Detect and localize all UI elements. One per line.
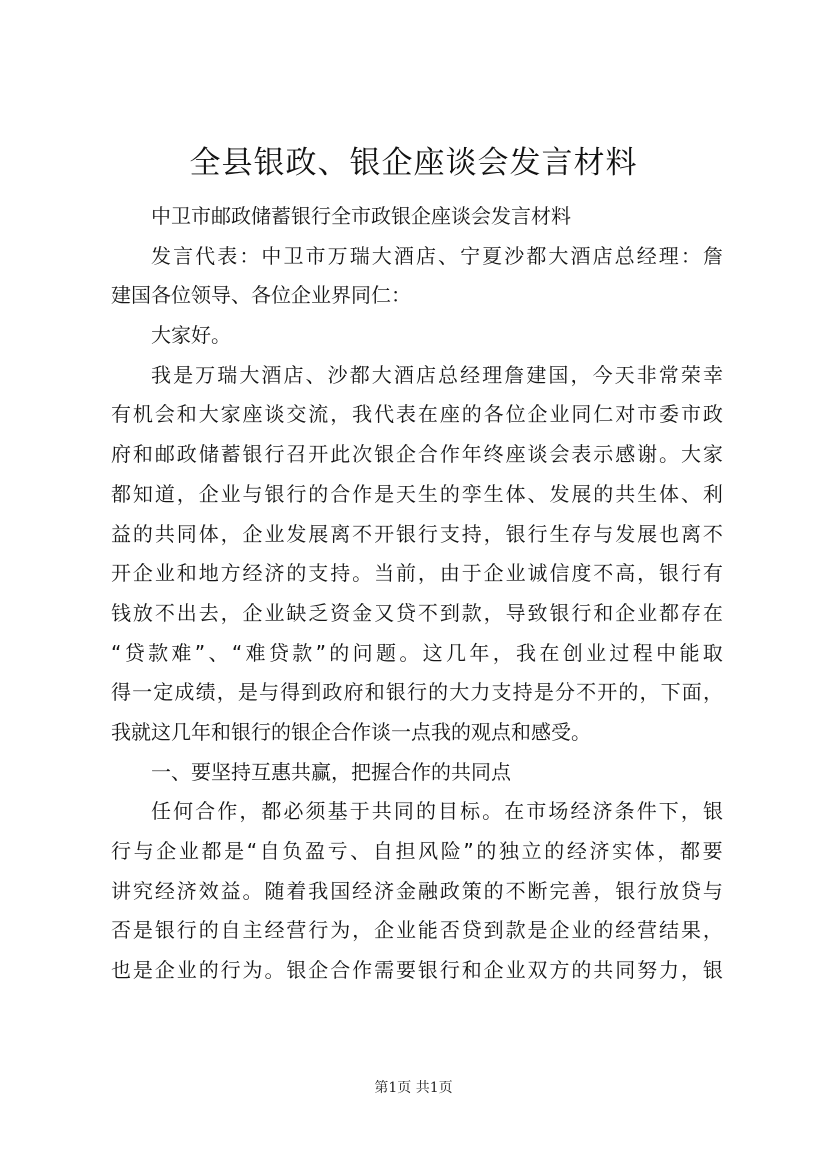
text-line: 有 机 会 和 大 家 座 谈 交 流 ， 我 代 表 在 座 的 各 位 企 业 同 仁 对 市 委 市 政 [111,402,723,427]
text-line: 我就这几年和银行的银企合作谈一点我的观点和感受。 [111,719,591,744]
text-line: 大家好。 [151,323,231,348]
document-body [111,197,723,991]
text-line: 也 是 企 业 的 行 为 。 银 企 合 作 需 要 银 行 和 企 业 双 方 的 共 同 努 力 ， 银 [111,958,723,983]
document-title: 全县银政、银企座谈会发言材料 [189,145,638,181]
text-line: 中卫市邮政储蓄银行全市政银企座谈会发言材料 [151,204,571,228]
text-line: 一、要坚持互惠共赢，把握合作的共同点 [151,759,511,784]
page-footer: 第1页 共1页 [374,1080,453,1096]
text-line: 府 和 邮 政 储 蓄 银 行 召 开 此 次 银 企 合 作 年 终 座 谈 会 表 示 感 谢 。 大 家 [111,442,723,467]
text-line: 我 是 万 瑞 大 酒 店 、 沙 都 大 酒 店 总 经 理 詹 建 国 ， 今 天 非 常 荣 幸 [151,362,723,387]
text-line: 讲 究 经 济 效 益 。 随 着 我 国 经 济 金 融 政 策 的 不 断 完 善 ， 银 行 放 贷 与 [111,878,723,903]
text-line: 行 与 企 业 都 是 “ 自 负 盈 亏 、 自 担 风 险 ” 的 独 立 的 经 济 实 体 ， 都 要 [111,839,723,863]
text-line: 开 企 业 和 地 方 经 济 的 支 持 。 当 前 ， 由 于 企 业 诚 信 度 不 高 ， 银 行 有 [111,561,723,586]
text-line: 得 一 定 成 绩 ， 是 与 得 到 政 府 和 银 行 的 大 力 支 持 是 分 不 开 的 ， 下 面 ， [111,680,723,705]
text-line: 益 的 共 同 体 ， 企 业 发 展 离 不 开 银 行 支 持 ， 银 行 生 存 与 发 展 也 离 不 [111,521,723,546]
text-line: 否 是 银 行 的 自 主 经 营 行 为 ， 企 业 能 否 贷 到 款 是 企 业 的 经 营 结 果 ， [111,918,723,943]
text-line: “ 贷 款 难 ” 、 “ 难 贷 款 ” 的 问 题 。 这 几 年 ， 我 在 创 业 过 程 中 能 取 [111,640,723,665]
text-line: 发 言 代 表 ： 中 卫 市 万 瑞 大 酒 店 、 宁 夏 沙 都 大 酒 店 总 经 理 ： 詹 [151,243,723,268]
text-line: 都 知 道 ， 企 业 与 银 行 的 合 作 是 天 生 的 孪 生 体 、 发 展 的 共 生 体 、 利 [111,481,723,506]
text-line: 建国各位领导、各位企业界同仁： [111,283,411,308]
text-line: 钱 放 不 出 去 ， 企 业 缺 乏 资 金 又 贷 不 到 款 ， 导 致 银 行 和 企 业 都 存 在 [111,600,723,625]
text-line: 任 何 合 作 ， 都 必 须 基 于 共 同 的 目 标 。 在 市 场 经 济 条 件 下 ， 银 [151,799,723,824]
